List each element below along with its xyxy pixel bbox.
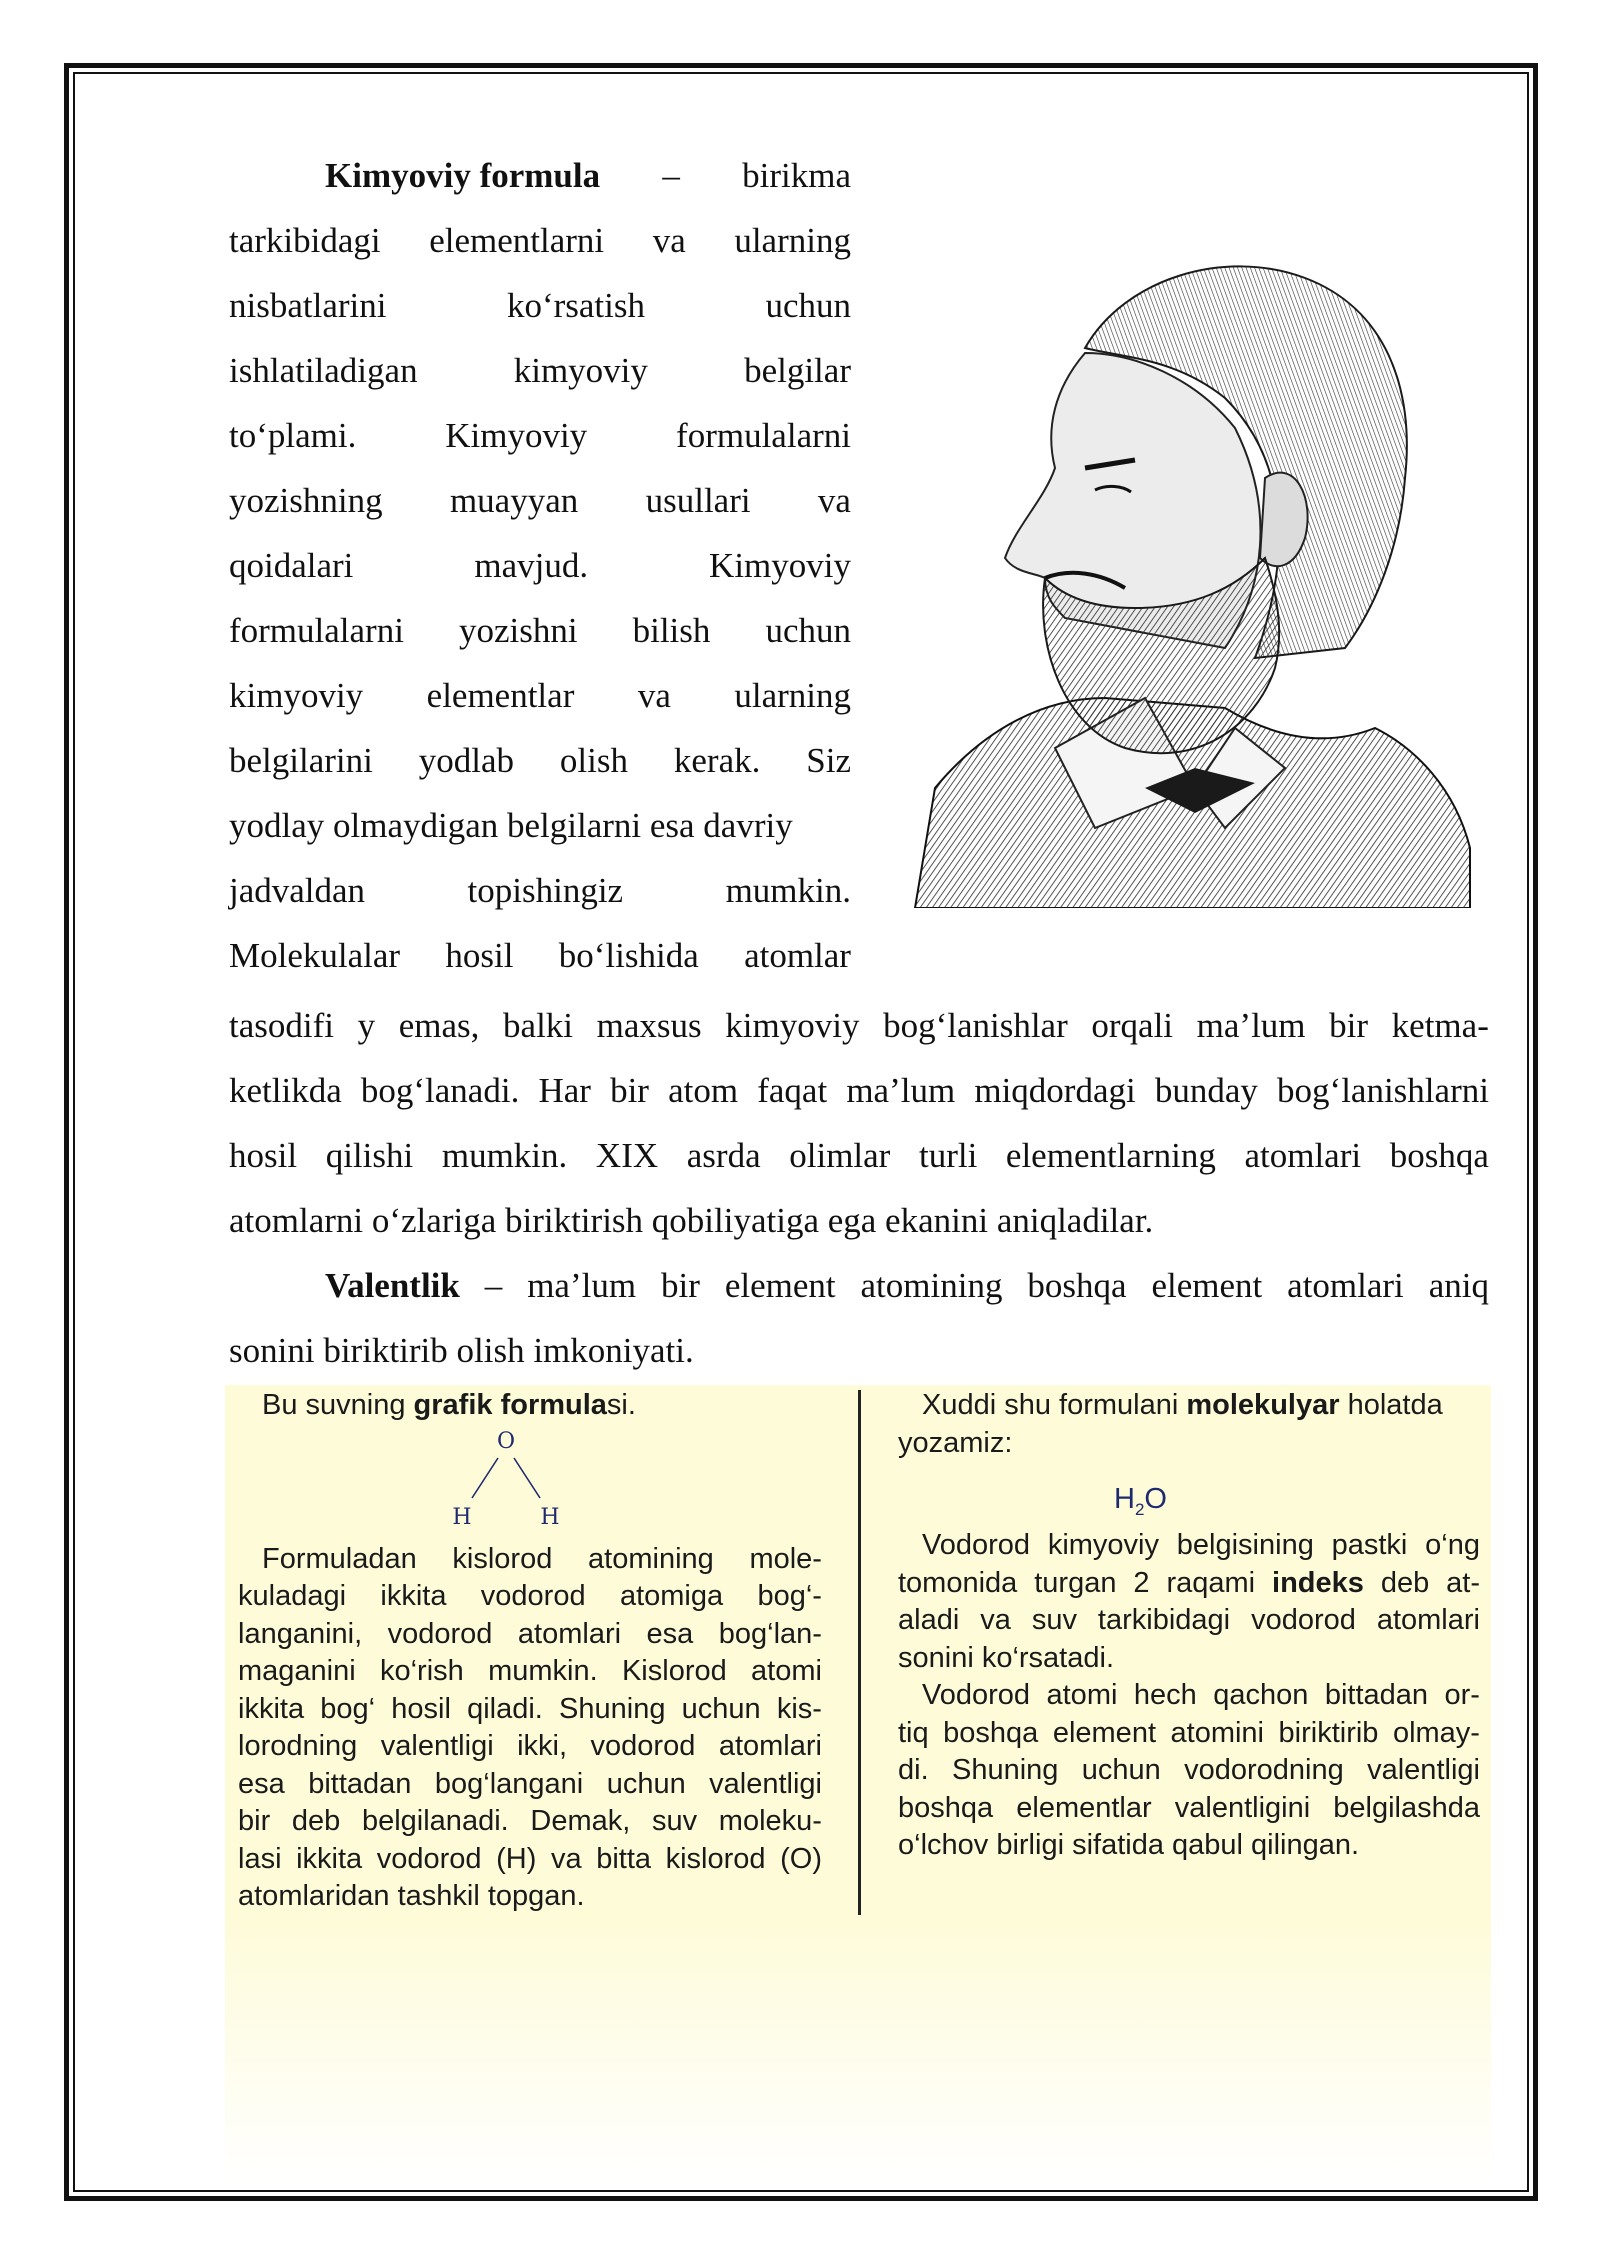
- word: atomlari: [1287, 1266, 1404, 1305]
- word: suv: [651, 1805, 698, 1837]
- word: qachon: [1213, 1679, 1309, 1711]
- hydrogen-atom-2: H: [540, 1505, 560, 1530]
- word: hosil: [229, 1136, 298, 1175]
- word: atomiga: [619, 1580, 724, 1612]
- word: bitta: [596, 1842, 652, 1875]
- valentlik-line2: sonini biriktirib olish imkoniyati.: [229, 1331, 694, 1370]
- word: hosil: [445, 936, 514, 975]
- word: pastki: [1331, 1529, 1408, 1561]
- word: kimyoviy: [513, 351, 648, 390]
- word: bog‘lanishlarni: [1277, 1071, 1489, 1110]
- word: topishingiz: [467, 871, 624, 910]
- word: nisbatlarini: [229, 286, 387, 325]
- word: vodorod: [376, 1842, 482, 1875]
- word: ularning: [734, 676, 851, 715]
- word: esa: [646, 1617, 694, 1650]
- word: belgisining: [1176, 1529, 1314, 1561]
- text-line: [898, 1715, 1480, 1753]
- body-paragraph: [229, 993, 1489, 1253]
- word: bo‘lishida: [558, 936, 699, 975]
- word: Siz: [806, 741, 851, 780]
- text-line: [238, 1653, 822, 1691]
- word: –: [662, 156, 680, 195]
- text-line: sonini ko‘rsatadi.: [898, 1641, 1114, 1674]
- word: yodlab: [418, 741, 515, 780]
- word: turli: [918, 1136, 978, 1175]
- text-line: [238, 1578, 822, 1616]
- text-line: [898, 1527, 1480, 1565]
- text-line: [238, 1728, 822, 1766]
- word: Vodorod: [922, 1679, 1031, 1711]
- word: faqat: [757, 1071, 828, 1110]
- word: tarkibidagi: [229, 221, 381, 260]
- word: bog‘: [320, 1692, 376, 1725]
- word: atomlari: [1376, 1604, 1480, 1636]
- word: elementlar: [426, 676, 575, 715]
- word: Shuning: [559, 1692, 666, 1725]
- word: atomining: [588, 1542, 714, 1575]
- text-line-words: [229, 533, 851, 598]
- word: bir: [610, 1071, 649, 1110]
- word: hosil: [391, 1692, 451, 1725]
- word: bunday: [1154, 1071, 1258, 1110]
- word: orqali: [1091, 1006, 1174, 1045]
- text-line-words: [229, 1123, 1489, 1188]
- word: qiladi.: [467, 1692, 543, 1725]
- text-line: [238, 1691, 822, 1729]
- word: yozishni: [458, 611, 578, 650]
- molecular-intro: Xuddi shu formulani molekulyar holatda: [922, 1389, 1443, 1421]
- word: atomi: [1046, 1679, 1118, 1711]
- word: miqdordagi: [974, 1071, 1136, 1110]
- text-line-words: [229, 468, 851, 533]
- word: element: [1151, 1266, 1263, 1305]
- word: ikkita: [296, 1842, 363, 1875]
- word: usullari: [645, 481, 751, 520]
- word: Demak,: [530, 1805, 631, 1837]
- text-line-words: [229, 923, 851, 988]
- word: uchun: [765, 286, 851, 325]
- word: va: [550, 1842, 582, 1875]
- word: (H): [496, 1842, 537, 1875]
- word: bog‘lan-: [718, 1617, 822, 1650]
- word: boshqa: [1389, 1136, 1489, 1175]
- text-line: [898, 1677, 1480, 1715]
- word: or-: [1444, 1679, 1480, 1711]
- word: kimyoviy: [1047, 1529, 1159, 1561]
- word: at-: [1446, 1566, 1480, 1599]
- word: valentligi: [1367, 1754, 1480, 1786]
- word: atomlari: [1244, 1136, 1362, 1175]
- word: aladi: [898, 1604, 960, 1636]
- word: Kislorod: [621, 1655, 727, 1687]
- word: hech: [1133, 1679, 1197, 1711]
- word: vodorod: [590, 1730, 696, 1762]
- hydrogen-atom-1: H: [452, 1505, 472, 1530]
- text-line: [238, 1541, 822, 1579]
- word: turgan: [1034, 1566, 1117, 1599]
- word: vodorod: [480, 1580, 586, 1612]
- word: lorodning: [238, 1730, 358, 1762]
- word: ma’lum: [846, 1071, 956, 1110]
- word: moleku-: [718, 1805, 822, 1837]
- word: bog‘langani: [434, 1767, 584, 1800]
- word: kislorod: [452, 1542, 553, 1575]
- word: bir: [661, 1266, 700, 1305]
- word: boshqa: [943, 1716, 1039, 1749]
- water-molecular-formula: $H_2O$: [1114, 1483, 1167, 1519]
- word: tarkibidagi: [1097, 1604, 1231, 1636]
- oxygen-atom: O: [496, 1429, 516, 1454]
- word: y: [357, 1006, 376, 1045]
- word: muayyan: [449, 481, 579, 520]
- word: Kimyoviy: [445, 416, 588, 455]
- word: tomonida: [898, 1566, 1018, 1599]
- word: bittadan: [1324, 1679, 1429, 1711]
- text-line-words: [229, 1058, 1489, 1123]
- word: ko‘rsatish: [506, 286, 645, 325]
- text-line: [229, 1123, 1489, 1188]
- word: asrda: [686, 1136, 761, 1175]
- word: atomi: [751, 1655, 822, 1687]
- word: ketma-: [1391, 1006, 1489, 1045]
- text-line: o‘lchov birligi sifatida qabul qilingan.: [898, 1829, 1360, 1861]
- text-line: [898, 1790, 1480, 1828]
- molecular-intro-line2: yozamiz:: [898, 1426, 1013, 1459]
- text-line-words: [229, 403, 851, 468]
- word: di.: [898, 1754, 929, 1786]
- word: ko‘rish: [379, 1655, 464, 1687]
- text-line: [229, 1058, 1489, 1123]
- text-line: yodlay olmaydigan belgilarni esa davriy: [229, 806, 793, 845]
- text-line: [229, 468, 851, 533]
- word: Formuladan: [262, 1542, 417, 1575]
- valentlik-definition: [229, 1253, 1489, 1383]
- word: mumkin.: [725, 871, 851, 910]
- word: kimyoviy: [229, 676, 364, 715]
- word: uchun: [606, 1767, 686, 1800]
- word: ularning: [734, 221, 851, 260]
- word: suv: [1031, 1604, 1077, 1636]
- text-line: [229, 273, 851, 338]
- word: bittadan: [308, 1767, 412, 1800]
- word: uchun: [681, 1692, 761, 1725]
- word: –: [484, 1266, 503, 1305]
- word: uchun: [1081, 1754, 1161, 1786]
- text-line-words: [229, 273, 851, 338]
- word: atomining: [860, 1266, 1003, 1305]
- word: belgilashda: [1333, 1791, 1480, 1824]
- word: va: [980, 1604, 1011, 1636]
- intro-paragraph: [229, 143, 851, 988]
- word: valentligi: [380, 1730, 494, 1762]
- bond-left: [472, 1458, 498, 1498]
- word: langanini,: [238, 1617, 363, 1650]
- text-line: [229, 143, 851, 208]
- text-line: [229, 533, 851, 598]
- word: formulalarni: [676, 416, 851, 455]
- word: ikkita: [380, 1580, 447, 1612]
- text-line: [238, 1766, 822, 1804]
- word: biriktirib: [1278, 1716, 1379, 1749]
- word: elementlar: [1016, 1791, 1152, 1824]
- text-line: [229, 598, 851, 663]
- word: to‘plami.: [229, 416, 357, 455]
- word: emas,: [398, 1006, 480, 1045]
- word: kuladagi: [238, 1580, 347, 1612]
- word: Molekulalar: [229, 936, 401, 975]
- text-line: [229, 663, 851, 728]
- word: vodorod: [387, 1617, 493, 1650]
- word: aniq: [1428, 1266, 1489, 1305]
- word: olmay-: [1392, 1716, 1480, 1749]
- word: kislorod: [665, 1842, 766, 1875]
- text-line: [229, 728, 851, 793]
- column-divider: [858, 1390, 861, 1915]
- text-line: [238, 1616, 822, 1654]
- text-line: [229, 923, 851, 988]
- word: bog‘lanadi.: [360, 1071, 520, 1110]
- word: mole-: [749, 1542, 822, 1575]
- text-line: [238, 1841, 822, 1879]
- word: qoidalari: [229, 546, 354, 585]
- word: XIX: [595, 1136, 659, 1175]
- text-line: [229, 403, 851, 468]
- word: boshqa: [1027, 1266, 1127, 1305]
- molecular-formula-column: [898, 1387, 1480, 1865]
- word: Kimyoviy: [709, 546, 851, 585]
- text-line: [238, 1803, 822, 1841]
- word: qilishi: [325, 1136, 414, 1175]
- word: kerak.: [673, 741, 761, 780]
- word: elementlarning: [1005, 1136, 1216, 1175]
- word: Vodorod: [922, 1529, 1031, 1561]
- word: raqami: [1166, 1566, 1256, 1599]
- word: atomini: [1170, 1716, 1265, 1749]
- word: bog‘lanishlar: [883, 1006, 1068, 1045]
- word: deb: [1380, 1566, 1430, 1599]
- word: belgilarini: [229, 741, 373, 780]
- word: birikma: [742, 156, 851, 195]
- word: jadvaldan: [229, 871, 366, 910]
- word: element: [1052, 1716, 1156, 1749]
- word: elementlarni: [429, 221, 605, 260]
- text-line: [229, 993, 1489, 1058]
- word: valentligini: [1174, 1791, 1311, 1824]
- word: uchun: [765, 611, 851, 650]
- word: ishlatiladigan: [229, 351, 418, 390]
- word: esa: [238, 1767, 285, 1800]
- word: atom: [668, 1071, 739, 1110]
- word: ma’lum: [1196, 1006, 1306, 1045]
- word: Shuning: [951, 1754, 1059, 1786]
- word: va: [637, 676, 671, 715]
- word: bilish: [632, 611, 711, 650]
- word: ikki,: [517, 1730, 568, 1762]
- bond-right: [514, 1458, 540, 1498]
- word: Kimyoviy formula: [325, 156, 601, 195]
- word: formulalarni: [229, 611, 404, 650]
- text-line: [898, 1602, 1480, 1640]
- text-line-words: [229, 663, 851, 728]
- text-line-words: [229, 993, 1489, 1058]
- text-line: [229, 858, 851, 923]
- word: atomlari: [517, 1617, 622, 1650]
- word: kimyoviy: [725, 1006, 860, 1045]
- word: lasi: [238, 1842, 282, 1875]
- word: boshqa: [898, 1791, 994, 1824]
- word: ma’lum: [527, 1266, 637, 1305]
- word: olish: [559, 741, 628, 780]
- word: deb: [291, 1805, 341, 1837]
- word: mumkin.: [441, 1136, 568, 1175]
- text-line: [898, 1565, 1480, 1603]
- word: maganini: [238, 1655, 356, 1687]
- word: vodorod: [1251, 1604, 1356, 1636]
- text-line-words: [229, 598, 851, 663]
- text-line-words: [229, 208, 851, 273]
- word: vodorodning: [1184, 1754, 1344, 1786]
- word: mavjud.: [474, 546, 589, 585]
- water-graphic-formula: [440, 1428, 580, 1538]
- word: (O): [780, 1842, 822, 1875]
- word: bog‘-: [757, 1580, 822, 1612]
- word: atomlar: [744, 936, 851, 975]
- word: belgilanadi.: [361, 1805, 509, 1837]
- text-line-words: [229, 143, 851, 208]
- text-line-words: [229, 338, 851, 403]
- word: atomlari: [718, 1730, 822, 1762]
- scientist-portrait: [895, 228, 1475, 908]
- text-line-words: [229, 728, 851, 793]
- valentlik-term: Valentlik: [325, 1266, 460, 1305]
- word: ikkita: [238, 1692, 305, 1725]
- word: balki: [503, 1006, 574, 1045]
- word: valentligi: [709, 1767, 822, 1800]
- word: yozishning: [229, 481, 383, 520]
- indeks-term: indeks: [1272, 1566, 1364, 1599]
- word: belgilar: [744, 351, 851, 390]
- word: bir: [1329, 1006, 1369, 1045]
- word: tasodifi: [229, 1006, 334, 1045]
- word: mumkin.: [488, 1655, 598, 1687]
- word: bir: [238, 1805, 271, 1837]
- word: olimlar: [789, 1136, 891, 1175]
- text-line-words: [229, 858, 851, 923]
- word: maxsus: [596, 1006, 702, 1045]
- text-line: [229, 208, 851, 273]
- word: kis-: [776, 1692, 822, 1725]
- word: tiq: [898, 1716, 929, 1749]
- text-line: atomlaridan tashkil topgan.: [238, 1880, 585, 1912]
- text-line: atomlarni o‘zlariga biriktirish qobiliyatiga ega ekanini aniqladilar.: [229, 1201, 1154, 1240]
- info-box-fade: [225, 1915, 1491, 2185]
- word: va: [817, 481, 851, 520]
- word: va: [652, 221, 686, 260]
- word: Har: [538, 1071, 591, 1110]
- text-line: [229, 338, 851, 403]
- graphic-formula-intro: Bu suvning grafik formulasi.: [262, 1389, 636, 1421]
- text-line: [898, 1752, 1480, 1790]
- word: element: [724, 1266, 836, 1305]
- word: ketlikda: [229, 1071, 342, 1110]
- word: 2: [1133, 1566, 1150, 1599]
- word: o‘ng: [1425, 1529, 1480, 1561]
